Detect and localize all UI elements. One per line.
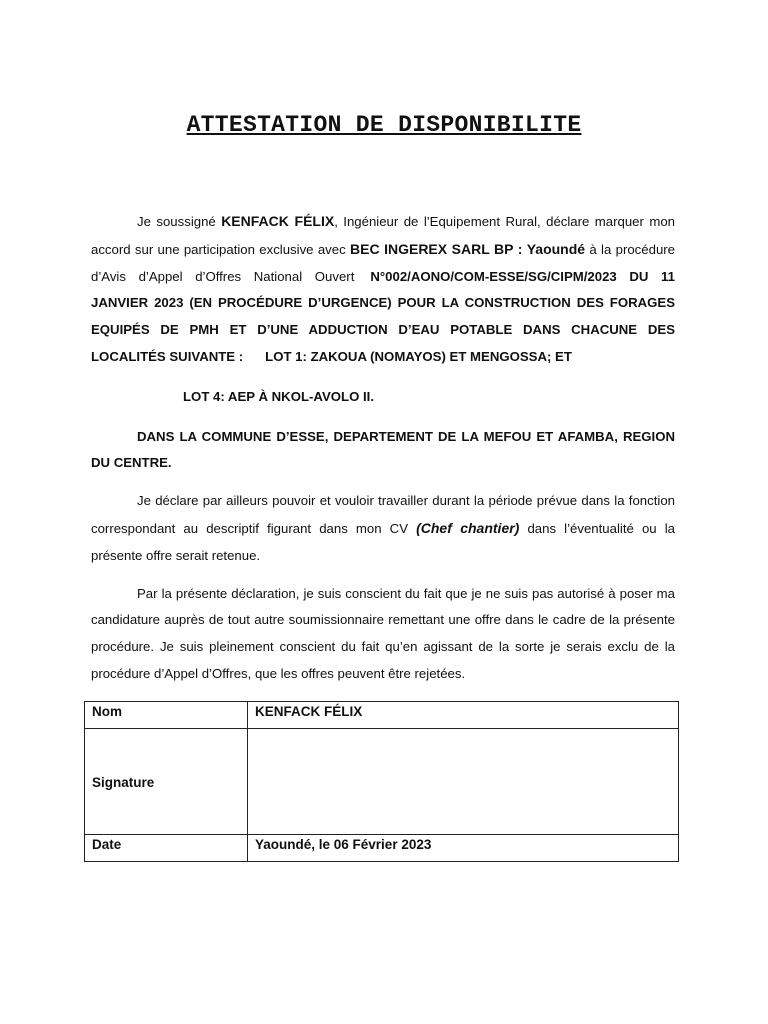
- signature-value: [248, 729, 679, 835]
- procedure-text: à la procédure d’Avis d’Appel d’Offres National Ouvert: [91, 241, 675, 284]
- name-label: Nom: [85, 702, 248, 729]
- availability-text-end: dans l’éventualité ou la présente offre serait retenue.: [91, 520, 675, 563]
- table-row: [85, 729, 679, 835]
- declaration-text: , Ingénieur de l’Equipement Rural, déclare marquer mon accord sur une participation exclusive avec: [91, 214, 675, 257]
- date-label: Date: [85, 835, 248, 862]
- signatory-name: KENFACK FÉLIX: [221, 213, 335, 229]
- lot-4: LOT 4: AEP À NKOL-AVOLO II.: [183, 388, 374, 404]
- tender-reference: N°002/AONO/COM-ESSE/SG/CIPM/2023 DU 11 JANVIER 2023 (EN PROCÉDURE D’URGENCE) POUR LA CONSTRUCTION DES FORAGES EQUIPÉS DE PMH ET D’UNE ADDUCTION D’EAU POTABLE DANS CHACUNE DES LOCALITÉS SUIVANTE :: [91, 268, 675, 364]
- document-body: [91, 208, 675, 688]
- availability-paragraph: [91, 488, 675, 569]
- commune-paragraph: DANS LA COMMUNE D’ESSE, DEPARTEMENT DE LA MEFOU ET AFAMBA, REGION DU CENTRE.: [91, 428, 675, 471]
- document-title: ATTESTATION DE DISPONIBILITE: [186, 112, 582, 138]
- date-value: Yaoundé, le 06 Février 2023: [248, 835, 679, 862]
- table-row: [85, 702, 679, 729]
- declaration-paragraph: [91, 208, 675, 371]
- signature-label: Signature: [85, 729, 248, 835]
- company-name: BEC INGEREX SARL BP : Yaoundé: [350, 240, 586, 257]
- declaration-intro: Je soussigné: [137, 214, 222, 229]
- table-row: [85, 835, 679, 862]
- name-value: KENFACK FÉLIX: [248, 702, 679, 729]
- lot-1: LOT 1: ZAKOUA (NOMAYOS) ET MENGOSSA; ET: [265, 348, 572, 364]
- availability-text: Je déclare par ailleurs pouvoir et vouloir travailler durant la période prévue dans la fonction correspondant au descriptif figurant dans mon CV: [91, 493, 675, 536]
- role-title: (Chef chantier): [416, 519, 520, 536]
- exclusivity-paragraph: Par la présente déclaration, je suis conscient du fait que je ne suis pas autorisé à poser ma candidature auprès de tout autre soumissionnaire remettant une offre dans le cadre de la présente procédure. Je suis pleinement conscient du fait qu’en agissant de la sorte je serais exclu de la procédure d’Appel d’Offres, que les offres peuvent être rejetées.: [91, 585, 675, 681]
- signature-table: [84, 701, 679, 862]
